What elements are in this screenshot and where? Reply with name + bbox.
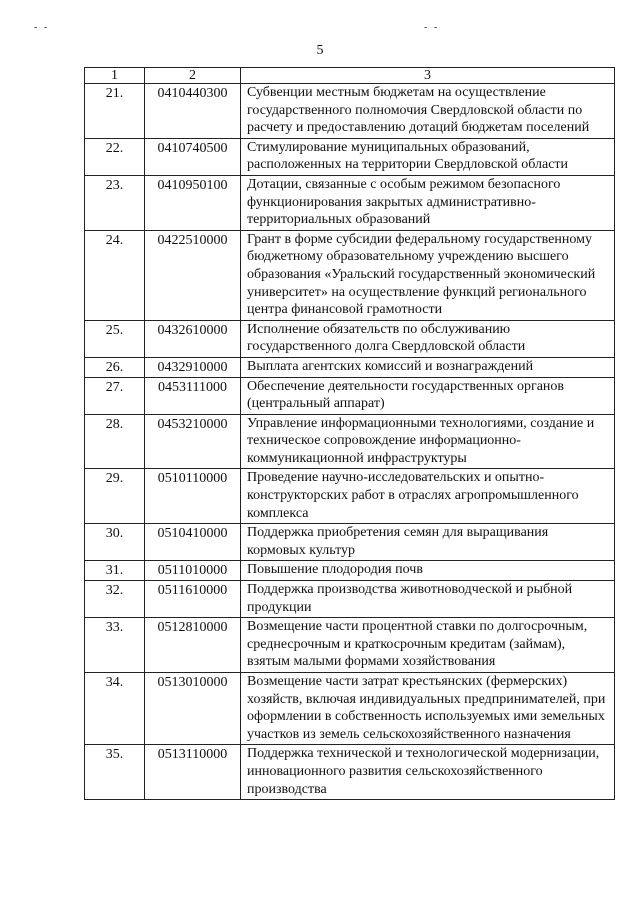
row-number: 23. [85,175,145,230]
row-name: Выплата агентских комиссий и вознаграждений [241,357,615,377]
row-code: 0510110000 [145,469,241,524]
row-name: Поддержка технической и технологической модернизации, инновационного развития сельскохозяйственного производства [241,745,615,800]
table-row [85,175,615,230]
row-name: Субвенции местным бюджетам на осуществление государственного полномочия Свердловской области по расчету и предоставлению дотаций бюджетам поселений [241,84,615,139]
table-row [85,320,615,357]
row-code: 0432610000 [145,320,241,357]
row-code: 0432910000 [145,357,241,377]
scan-mark-left: - - [34,22,50,33]
row-name: Исполнение обязательств по обслуживанию государственного долга Свердловской области [241,320,615,357]
row-name: Возмещение части процентной ставки по долгосрочным, среднесрочным и краткосрочным кредитам (займам), взятым малыми формами хозяйствования [241,618,615,673]
column-header-2: 2 [145,68,241,84]
row-number: 25. [85,320,145,357]
row-name: Возмещение части затрат крестьянских (фермерских) хозяйств, включая индивидуальных предпринимателей, при оформлении в собственность используемых ими земельных участков из земель сельскохозяйственного назначения [241,673,615,745]
row-name: Дотации, связанные с особым режимом безопасного функционирования закрытых административно-территориальных образований [241,175,615,230]
row-number: 31. [85,561,145,581]
row-number: 32. [85,581,145,618]
row-name: Повышение плодородия почв [241,561,615,581]
row-name: Проведение научно-исследовательских и опытно-конструкторских работ в отраслях агропромышленного комплекса [241,469,615,524]
table-row [85,357,615,377]
row-code: 0513010000 [145,673,241,745]
row-number: 34. [85,673,145,745]
row-name: Поддержка приобретения семян для выращивания кормовых культур [241,524,615,561]
row-code: 0511010000 [145,561,241,581]
table-row [85,230,615,320]
row-code: 0410740500 [145,138,241,175]
row-code: 0410440300 [145,84,241,139]
row-code: 0422510000 [145,230,241,320]
row-number: 22. [85,138,145,175]
row-name: Управление информационными технологиями, создание и техническое сопровождение информационно-коммуникационной инфраструктуры [241,414,615,469]
column-header-3: 3 [241,68,615,84]
table-row [85,469,615,524]
row-code: 0453111000 [145,377,241,414]
row-name: Стимулирование муниципальных образований, расположенных на территории Свердловской области [241,138,615,175]
row-number: 29. [85,469,145,524]
table-row [85,561,615,581]
row-number: 27. [85,377,145,414]
table-header-row [85,68,615,84]
row-number: 33. [85,618,145,673]
row-name: Грант в форме субсидии федеральному государственному бюджетному образовательному учреждению высшего образования «Уральский государственный экономический университет» на осуществление функций регионального центра финансовой грамотности [241,230,615,320]
table-row [85,138,615,175]
table-row [85,618,615,673]
table-row [85,524,615,561]
row-code: 0511610000 [145,581,241,618]
row-code: 0513110000 [145,745,241,800]
row-code: 0410950100 [145,175,241,230]
row-name: Обеспечение деятельности государственных органов (центральный аппарат) [241,377,615,414]
row-code: 0512810000 [145,618,241,673]
table-row [85,377,615,414]
scan-mark-right: - - [424,22,440,33]
table-row [85,84,615,139]
row-name: Поддержка производства животноводческой и рыбной продукции [241,581,615,618]
page-number: 5 [316,43,324,58]
table-row [85,581,615,618]
table-row [85,745,615,800]
row-number: 21. [85,84,145,139]
row-number: 35. [85,745,145,800]
row-code: 0453210000 [145,414,241,469]
row-number: 24. [85,230,145,320]
budget-items-table [84,67,615,800]
row-number: 30. [85,524,145,561]
row-code: 0510410000 [145,524,241,561]
column-header-1: 1 [85,68,145,84]
table-row [85,414,615,469]
row-number: 28. [85,414,145,469]
row-number: 26. [85,357,145,377]
table-row [85,673,615,745]
